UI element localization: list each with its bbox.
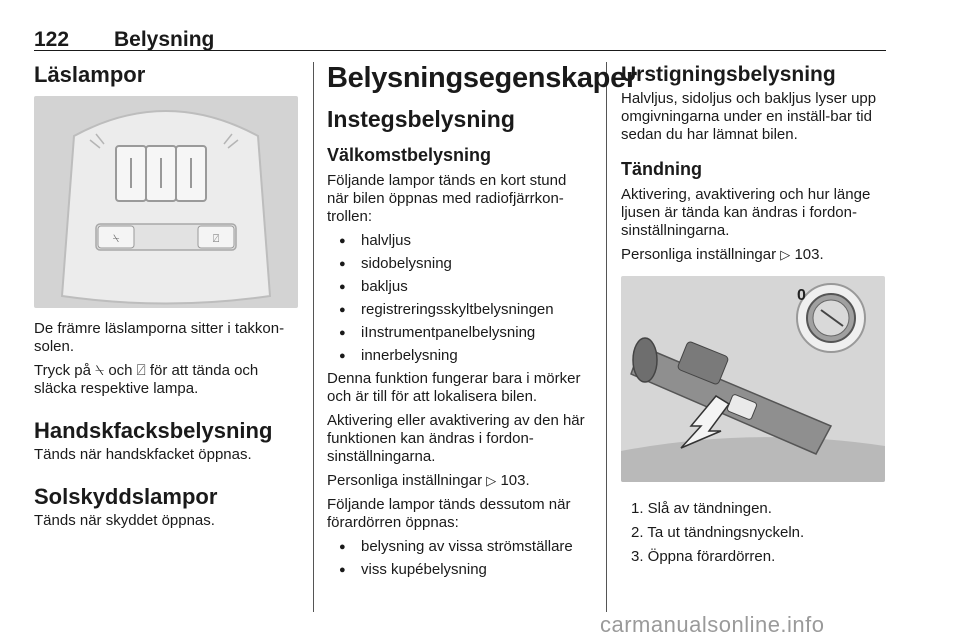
column-divider-2 (606, 62, 607, 612)
page-ref-link[interactable]: 103. (500, 472, 530, 489)
chapter-title: Belysning (114, 28, 215, 51)
paragraph-activation: Aktivering eller avaktivering av den här funktionen kan ändras i fordon-sinställningarna. (327, 412, 585, 465)
list-item: ● halvljus (327, 232, 589, 250)
subheading-instegsbelysning: Instegsbelysning (327, 106, 515, 132)
page-ref-link[interactable]: 103. (794, 246, 824, 263)
list-item: 2. Ta ut tändningsnyckeln. (631, 524, 805, 541)
paragraph-exit-lighting: Halvljus, sidoljus och bakljus lyser upp omgivningarna under en inställ-bar tid sedan du har lämnat bilen. (621, 90, 877, 143)
personal-settings-text: Personliga inställningar (327, 472, 483, 489)
ignition-figure (621, 276, 885, 482)
list-item: ● iInstrumentpanelbelysning (327, 324, 589, 342)
paragraph-press (34, 362, 300, 398)
page-header (34, 28, 886, 52)
list-item: ● registreringsskyltbelysningen (327, 301, 589, 319)
list-item: 3. Öppna förardörren. (631, 548, 776, 565)
lamp-left-icon: ⍀ (95, 362, 105, 379)
reading-lamp-figure (34, 96, 298, 308)
list-item: ● innerbelysning (327, 347, 589, 365)
exit-steps-list (621, 500, 889, 566)
welcome-lamp-list (327, 232, 589, 365)
paragraph-personal-settings-2 (621, 246, 889, 264)
paragraph-door: Följande lampor tänds dessutom när förardörren öppnas: (327, 496, 571, 531)
heading-urstigning: Urstigningsbelysning (621, 63, 836, 86)
reading-lamp-illustration (34, 96, 298, 308)
svg-text:⍁: ⍁ (212, 232, 220, 245)
list-item: 1. Slå av tändningen. (631, 500, 772, 517)
column-3 (621, 60, 889, 572)
door-lamp-list (327, 538, 589, 579)
column-1 (34, 60, 300, 530)
header-rule (34, 50, 886, 51)
paragraph-glovebox: Tänds när handskfacket öppnas. (34, 446, 252, 463)
list-item: ● belysning av vissa strömställare (327, 538, 589, 556)
press-text-b: och (108, 362, 133, 379)
list-item: ● bakljus (327, 278, 589, 296)
list-item: ● sidobelysning (327, 255, 589, 273)
column-divider-1 (313, 62, 314, 612)
main-heading: Belysningsegenskaper (327, 62, 637, 94)
lamp-right-icon: ⍁ (136, 362, 146, 379)
paragraph-welcome: Följande lampor tänds en kort stund när bilen öppnas med radiofjärrkon-trollen: (327, 172, 567, 225)
ignition-stalk-illustration (621, 276, 885, 482)
paragraph-ignition: Aktivering, avaktivering och hur länge ljusen är tända kan ändras i fordon-sinställningarna. (621, 186, 871, 239)
list-item: ● viss kupébelysning (327, 561, 589, 579)
page-ref-icon: ▷ (486, 473, 497, 488)
page-number: 122 (34, 28, 70, 51)
svg-text:⍀: ⍀ (112, 232, 120, 245)
paragraph-front-lamps: De främre läslamporna sitter i takkon-solen. (34, 320, 285, 355)
section-heading-handskfack: Handskfacksbelysning (34, 418, 273, 443)
watermark: carmanualsonline.info (600, 612, 825, 637)
press-text-a: Tryck på (34, 362, 91, 379)
paragraph-personal-settings (327, 472, 589, 490)
personal-settings-text: Personliga inställningar (621, 246, 777, 263)
subheading-valkomst: Välkomstbelysning (327, 145, 492, 165)
zero-position-label: 0 (797, 287, 806, 304)
section-heading-solskydd: Solskyddslampor (34, 484, 218, 509)
paragraph-darkness: Denna funktion fungerar bara i mörker och är till för att lokalisera bilen. (327, 370, 581, 405)
page-ref-icon: ▷ (780, 247, 791, 262)
column-2 (327, 60, 637, 584)
paragraph-sunvisor: Tänds när skyddet öppnas. (34, 512, 215, 529)
subheading-tandning: Tändning (621, 159, 702, 179)
section-heading-laslampor: Läslampor (34, 62, 146, 87)
press-text-c: för att tända och släcka respektive lampa. (34, 362, 259, 397)
